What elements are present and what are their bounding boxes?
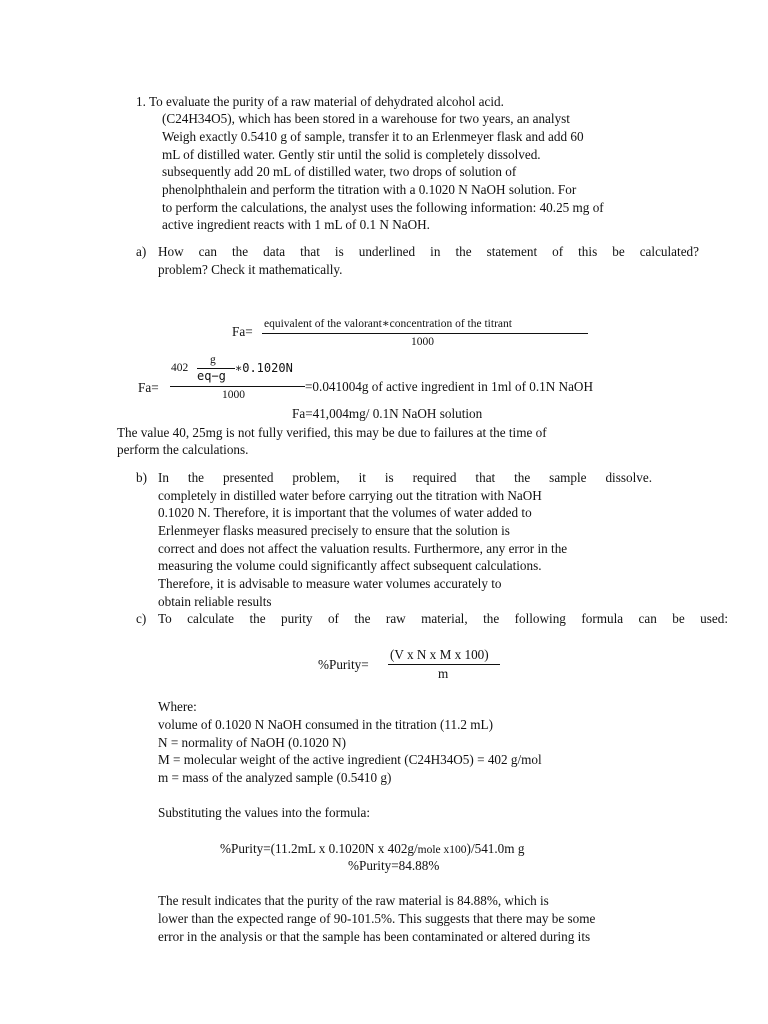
purity-lhs: %Purity= [318,657,369,672]
purity-numerator: (V x N x M x 100) [390,647,489,662]
part-b-line: completely in distilled water before carrying out the titration with NaOH [158,488,542,503]
fa-calc-coef: 402 [171,362,189,374]
purity-calc-part: mole x100 [417,844,467,856]
fa-calc-unit-num: g [210,354,216,366]
fa-lhs: Fa= [232,324,253,339]
part-b-line: Therefore, it is advisable to measure water volumes accurately to [158,576,502,591]
conclusion-line: error in the analysis or that the sample has been contaminated or altered during its [158,929,591,944]
question-1-line: phenolphthalein and perform the titration with a 0.1020 N NaOH solution. For [162,182,577,197]
part-a-question-line: How can the data that is underlined in the statement of this be calculated? [158,244,699,259]
part-b-line: correct and does not affect the valuation results. Furthermore, any error in the [158,541,568,556]
substituting-line: Substituting the values into the formula: [158,805,371,820]
question-1-line: (C24H34O5), which has been stored in a warehouse for two years, an analyst [162,111,570,126]
conclusion-line: The result indicates that the purity of the raw material is 84.88%, which is [158,893,549,908]
fa-calc-unit-den: eq−g [197,369,226,383]
part-b-label: b) [136,470,147,485]
purity-denominator: m [438,666,449,681]
part-a-note-line: The value 40, 25mg is not fully verified, this may be due to failures at the time of [117,425,547,440]
where-line: M = molecular weight of the active ingredient (C24H34O5) = 402 g/mol [158,752,542,767]
question-1-line: Weigh exactly 0.5410 g of sample, transfer it to an Erlenmeyer flask and add 60 [162,129,584,144]
question-1-line: mL of distilled water. Gently stir until the solid is completely dissolved. [162,147,541,162]
fa-denominator: 1000 [411,336,434,348]
purity-calc-part: %Purity=(11.2mL x 0.1020N x 402g/ [220,841,418,856]
where-line: volume of 0.1020 N NaOH consumed in the titration (11.2 mL) [158,717,493,732]
where-line: m = mass of the analyzed sample (0.5410 g) [158,770,392,785]
fa-numerator: equivalent of the valorant∗concentration of the titrant [264,318,512,330]
where-title: Where: [158,699,197,714]
part-b-line: obtain reliable results [158,594,272,609]
part-a-question-line: problem? Check it mathematically. [158,262,343,277]
conclusion-line: lower than the expected range of 90-101.5%. This suggests that there may be some [158,911,596,926]
purity-result: %Purity=84.88% [348,858,440,873]
part-b-line: Erlenmeyer flasks measured precisely to ensure that the solution is [158,523,510,538]
purity-calc-part: )/541.0m g [466,841,525,856]
part-b-line: measuring the volume could significantly affect subsequent calculations. [158,558,542,573]
fa-calc-lhs: Fa= [138,380,159,395]
fa-calc-denominator: 1000 [222,389,245,401]
where-line: N = normality of NaOH (0.1020 N) [158,735,346,750]
question-1-line: active ingredient reacts with 1 mL of 0.1 N NaOH. [162,217,430,232]
part-c-label: c) [136,611,147,626]
part-b-line: 0.1020 N. Therefore, it is important that the volumes of water added to [158,505,532,520]
part-c-line: To calculate the purity of the raw material, the following formula can be used: [158,611,728,626]
fa-calc-factor: ∗0.1020N [235,361,293,375]
part-a-label: a) [136,244,147,259]
part-b-line: In the presented problem, it is required that the sample dissolve. [158,470,652,485]
fa-result-line: Fa=41,004mg/ 0.1N NaOH solution [292,406,483,421]
question-1-line: 1. To evaluate the purity of a raw material of dehydrated alcohol acid. [136,94,504,109]
fa-calc-result: =0.041004g of active ingredient in 1ml of 0.1N NaOH [305,379,593,394]
question-1-line: subsequently add 20 mL of distilled water, two drops of solution of [162,164,517,179]
question-1-line: to perform the calculations, the analyst uses the following information: 40.25 mg of [162,200,604,215]
part-a-note-line: perform the calculations. [117,442,249,457]
